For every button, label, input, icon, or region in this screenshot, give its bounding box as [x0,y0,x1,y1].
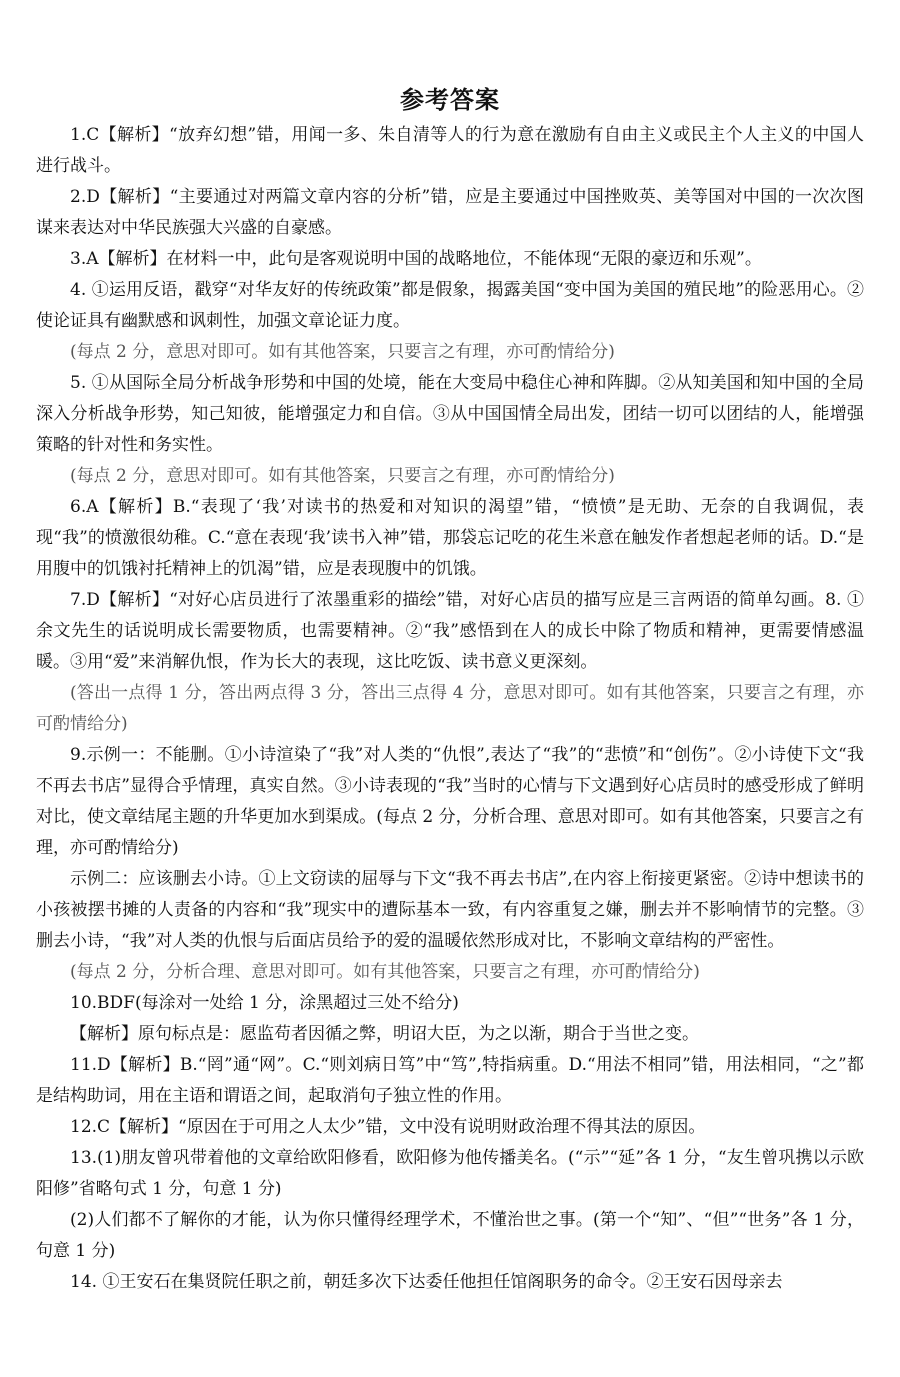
answer-paragraph: 【解析】原句标点是：愿监苟者因循之弊，明诏大臣，为之以渐，期合于当世之变。 [70,1024,699,1044]
answer-paragraph: 1.C【解析】“放弃幻想”错，用闻一多、朱自清等人的行为意在激励有自由主义或民主个人主义的中国人进行战斗。 [36,125,864,176]
scoring-note: (每点 2 分，意思对即可。如有其他答案，只要言之有理，亦可酌情给分) [70,342,615,362]
answer-paragraph: 12.C【解析】“原因在于可用之人太少”错，文中没有说明财政治理不得其法的原因。 [70,1117,706,1137]
answer-paragraph: 5. ①从国际全局分析战争形势和中国的处境，能在大变局中稳住心神和阵脚。②从知美国和知中国的全局深入分析战争形势，知己知彼，能增强定力和自信。③从中国国情全局出发，团结一切可以团结的人，能增强策略的针对性和务实性。 [36,373,864,455]
answer-paragraph: 14. ①王安石在集贤院任职之前，朝廷多次下达委任他担任馆阁职务的命令。②王安石因母亲去 [70,1272,783,1292]
answer-paragraph: (2)人们都不了解你的才能，认为你只懂得经理学术，不懂治世之事。(第一个“知”、“但”“世务”各 1 分，句意 1 分) [36,1210,864,1261]
page-title: 参考答案 [400,85,500,114]
scoring-note: (答出一点得 1 分，答出两点得 3 分，答出三点得 4 分，意思对即可。如有其他答案，只要言之有理，亦可酌情给分) [36,683,864,734]
answer-paragraph: 13.(1)朋友曾巩带着他的文章给欧阳修看，欧阳修为他传播美名。(“示”“延”各 1 分，“友生曾巩携以示欧阳修”省略句式 1 分，句意 1 分) [36,1148,864,1199]
answer-paragraph: 9.示例一：不能删。①小诗渲染了“我”对人类的“仇恨”,表达了“我”的“悲愤”和“创伤”。②小诗使下文“我不再去书店”显得合乎情理，真实自然。③小诗表现的“我”当时的心情与下文遇到好心店员时的感受形成了鲜明对比，使文章结尾主题的升华更加水到渠成。(每点 2 分，分析合理、意思对即可。如有其他答案，只要言之有理，亦可酌情给分) [36,745,864,858]
answer-paragraph: 2.D【解析】“主要通过对两篇文章内容的分析”错，应是主要通过中国挫败英、美等国对中国的一次次图谋来表达对中华民族强大兴盛的自豪感。 [36,187,864,238]
scoring-note: (每点 2 分，意思对即可。如有其他答案，只要言之有理，亦可酌情给分) [70,466,615,486]
answer-paragraph: 4. ①运用反语，戳穿“对华友好的传统政策”都是假象，揭露美国“变中国为美国的殖民地”的险恶用心。②使论证具有幽默感和讽刺性，加强文章论证力度。 [36,280,864,331]
answer-paragraph: 11.D【解析】B.“罔”通“网”。C.“则刘病日笃”中“笃”,特指病重。D.“用法不相同”错，用法相同，“之”都是结构助词，用在主语和谓语之间，起取消句子独立性的作用。 [36,1055,864,1106]
answer-paragraph: 示例二：应该删去小诗。①上文窃读的屈辱与下文“我不再去书店”,在内容上衔接更紧密。②诗中想读书的小孩被摆书摊的人责备的内容和“我”现实中的遭际基本一致，有内容重复之嫌，删去并不影响情节的完整。③删去小诗，“我”对人类的仇恨与后面店员给予的爱的温暖依然形成对比，不影响文章结构的严密性。 [36,869,864,951]
answer-paragraph: 7.D【解析】“对好心店员进行了浓墨重彩的描绘”错，对好心店员的描写应是三言两语的简单勾画。8. ①余文先生的话说明成长需要物质，也需要精神。②“我”感悟到在人的成长中除了物质和精神，更需要情感温暖。③用“爱”来消解仇恨，作为长大的表现，这比吃饭、读书意义更深刻。 [36,590,864,672]
answer-paragraph: 10.BDF(每涂对一处给 1 分，涂黑超过三处不给分) [70,993,459,1013]
answer-content [36,120,864,1298]
scoring-note: (每点 2 分，分析合理、意思对即可。如有其他答案，只要言之有理，亦可酌情给分) [70,962,700,982]
answer-paragraph: 6.A【解析】B.“表现了‘我’对读书的热爱和对知识的渴望”错，“愤愤”是无助、无奈的自我调侃，表现“我”的愤激很幼稚。C.“意在表现‘我’读书入神”错，那袋忘记吃的花生米意在触发作者想起老师的话。D.“是用腹中的饥饿衬托精神上的饥渴”错，应是表现腹中的饥饿。 [36,497,864,579]
answer-paragraph: 3.A【解析】在材料一中，此句是客观说明中国的战略地位，不能体现“无限的豪迈和乐观”。 [70,249,762,269]
